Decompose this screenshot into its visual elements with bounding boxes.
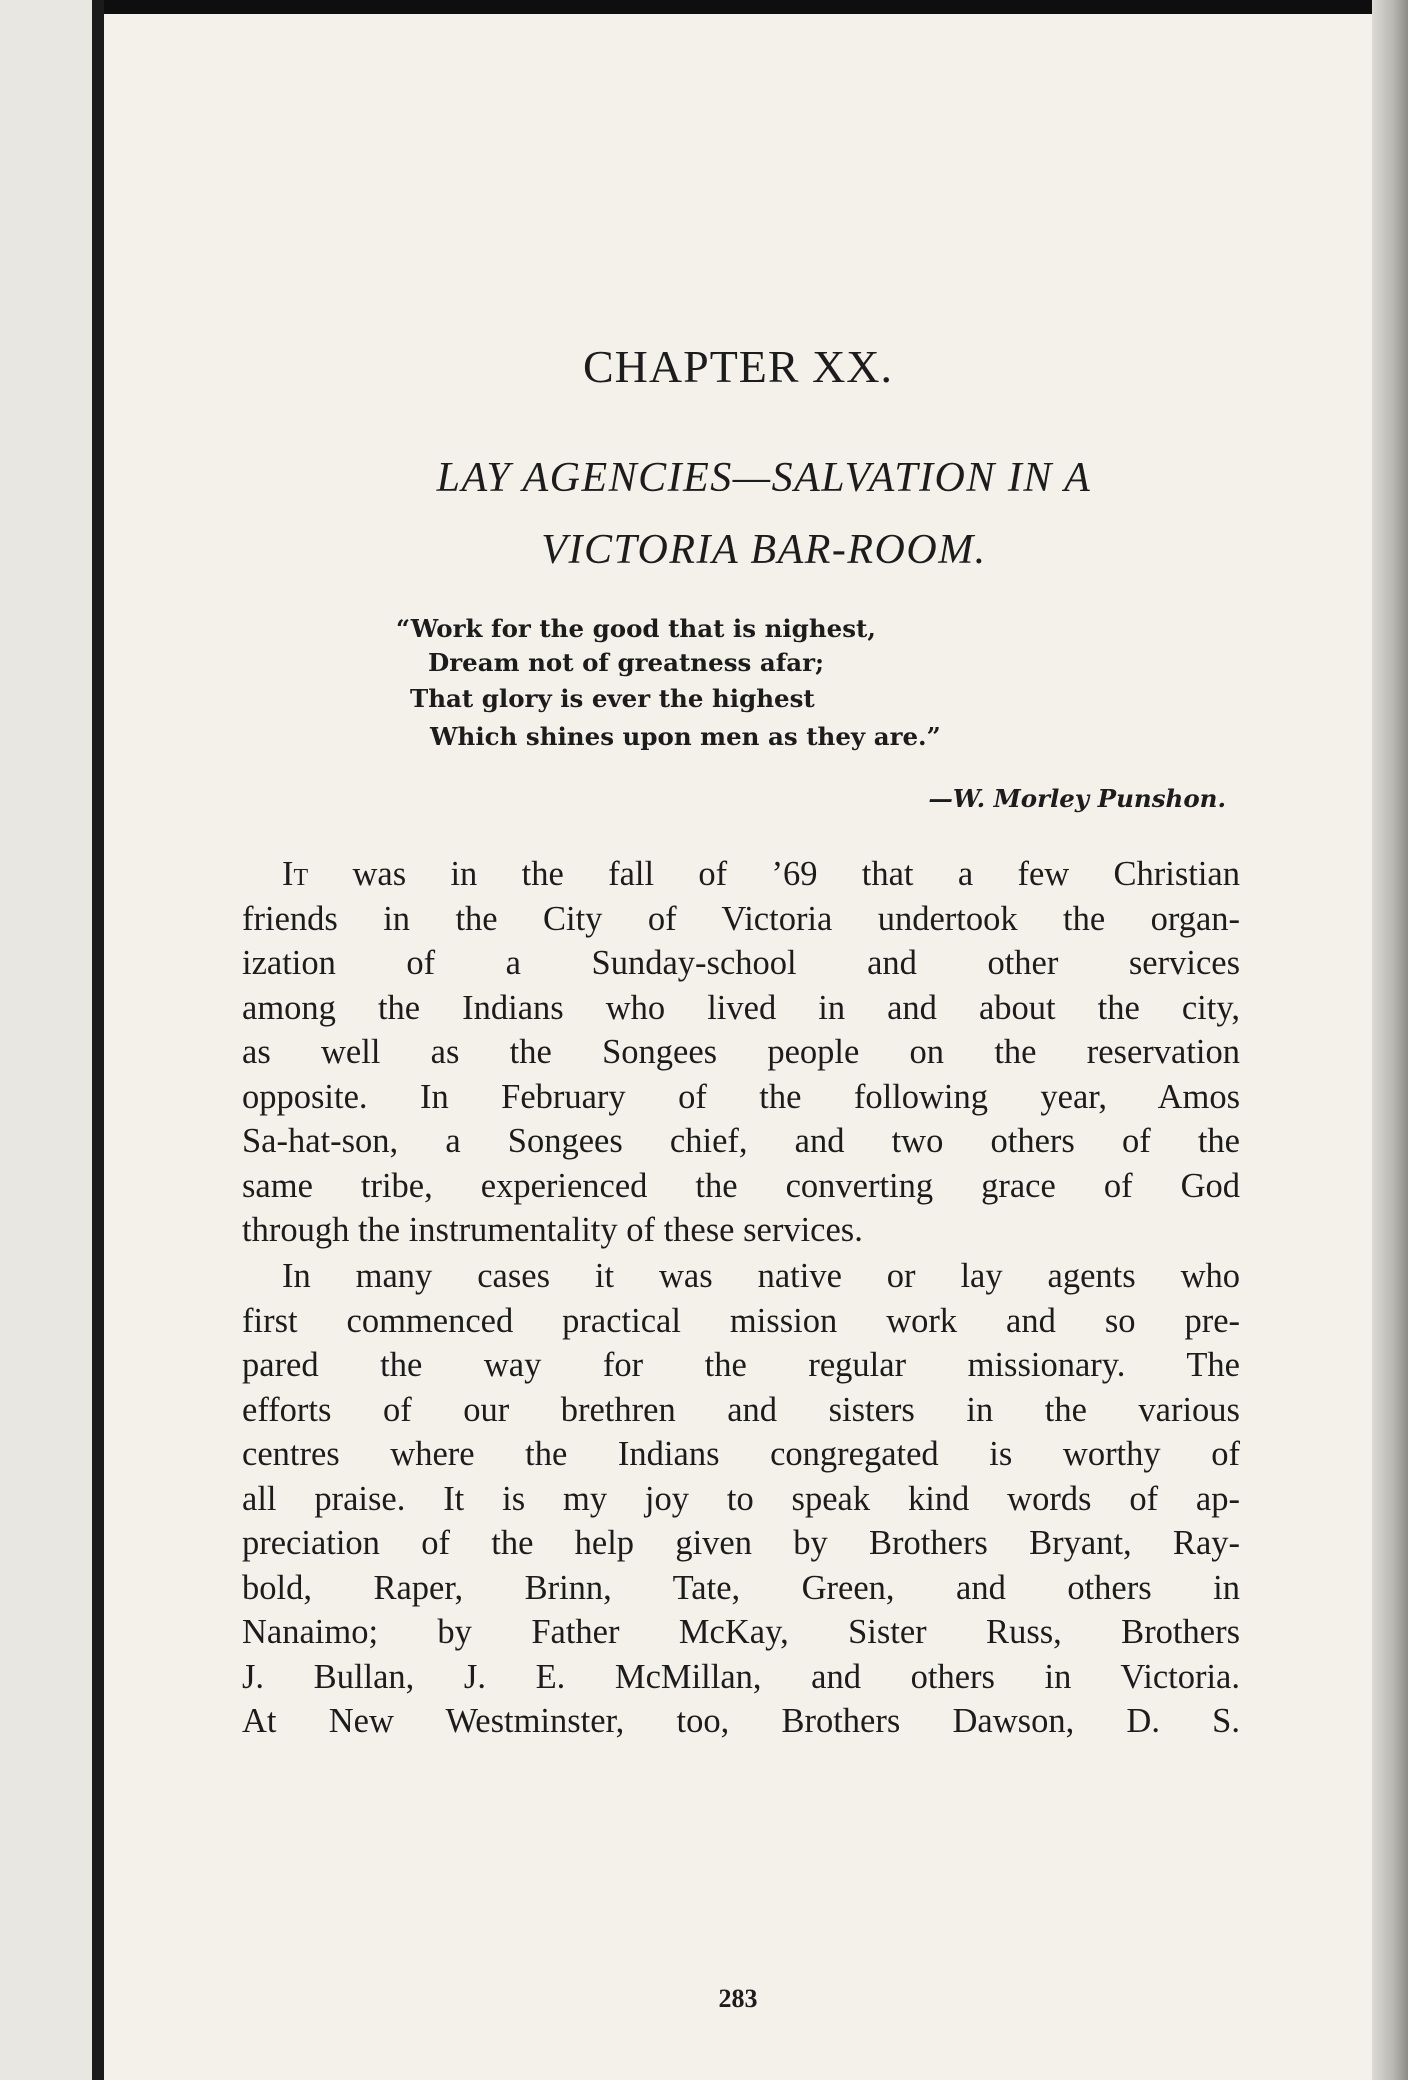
chapter-title: CHAPTER XX. bbox=[582, 341, 894, 392]
drop-cap: It bbox=[282, 855, 309, 893]
text-line: Sa-hat-son, a Songees chief, and two others of the bbox=[242, 1122, 1240, 1160]
line-text: was in the fall of ’69 that a few Christian bbox=[308, 855, 1240, 893]
scan-top-shadow bbox=[0, 0, 1408, 14]
epigraph-line: “Work for the good that is nighest, bbox=[396, 614, 876, 643]
text-line: among the Indians who lived in and about the city, bbox=[242, 988, 1240, 1027]
text-line: through the instrumentality of these services. bbox=[242, 1211, 863, 1249]
text-line bbox=[242, 852, 1240, 897]
book-spine bbox=[92, 0, 104, 2080]
text-line: first commenced practical mission work and so pre- bbox=[242, 1301, 1240, 1340]
book-page bbox=[104, 14, 1372, 2080]
text-line: Nanaimo; by Father McKay, Sister Russ, Brothers bbox=[242, 1613, 1240, 1651]
subtitle-line: VICTORIA BAR-ROOM. bbox=[541, 527, 987, 573]
epigraph-line: Which shines upon men as they are.” bbox=[430, 722, 941, 751]
epigraph-line: That glory is ever the highest bbox=[410, 684, 815, 713]
text-line: preciation of the help given by Brothers Bryant, Ray- bbox=[242, 1524, 1240, 1562]
text-line: centres where the Indians congregated is worthy of bbox=[242, 1435, 1240, 1473]
facing-page-edge bbox=[0, 0, 92, 2080]
text-line: bold, Raper, Brinn, Tate, Green, and others in bbox=[242, 1568, 1240, 1607]
chapter-subtitle bbox=[304, 442, 1224, 586]
text-line: efforts of our brethren and sisters in the various bbox=[242, 1390, 1240, 1429]
epigraph-line: Dream not of greatness afar; bbox=[428, 648, 825, 677]
text-line: friends in the City of Victoria undertook the organ- bbox=[242, 899, 1240, 938]
paragraph bbox=[242, 1254, 1240, 1744]
text-line: ization of a Sunday-school and other services bbox=[242, 944, 1240, 982]
text-line: as well as the Songees people on the reservation bbox=[242, 1033, 1240, 1071]
text-line: opposite. In February of the following year, Amos bbox=[242, 1077, 1240, 1116]
epigraph-attribution: —W. Morley Punshon. bbox=[928, 784, 1226, 813]
text-line: At New Westminster, too, Brothers Dawson, D. S. bbox=[242, 1702, 1240, 1740]
text-line: all praise. It is my joy to speak kind words of ap- bbox=[242, 1479, 1240, 1518]
scan-right-shadow bbox=[1372, 0, 1408, 2080]
page-number: 283 bbox=[718, 1984, 758, 2013]
text-line: pared the way for the regular missionary. The bbox=[242, 1346, 1240, 1384]
text-line: In many cases it was native or lay agents who bbox=[282, 1257, 1240, 1295]
text-line: same tribe, experienced the converting grace of God bbox=[242, 1166, 1240, 1205]
subtitle-line: LAY AGENCIES—SALVATION IN A bbox=[436, 455, 1092, 501]
paragraph bbox=[242, 852, 1240, 1253]
text-line: J. Bullan, J. E. McMillan, and others in Victoria. bbox=[242, 1657, 1240, 1696]
